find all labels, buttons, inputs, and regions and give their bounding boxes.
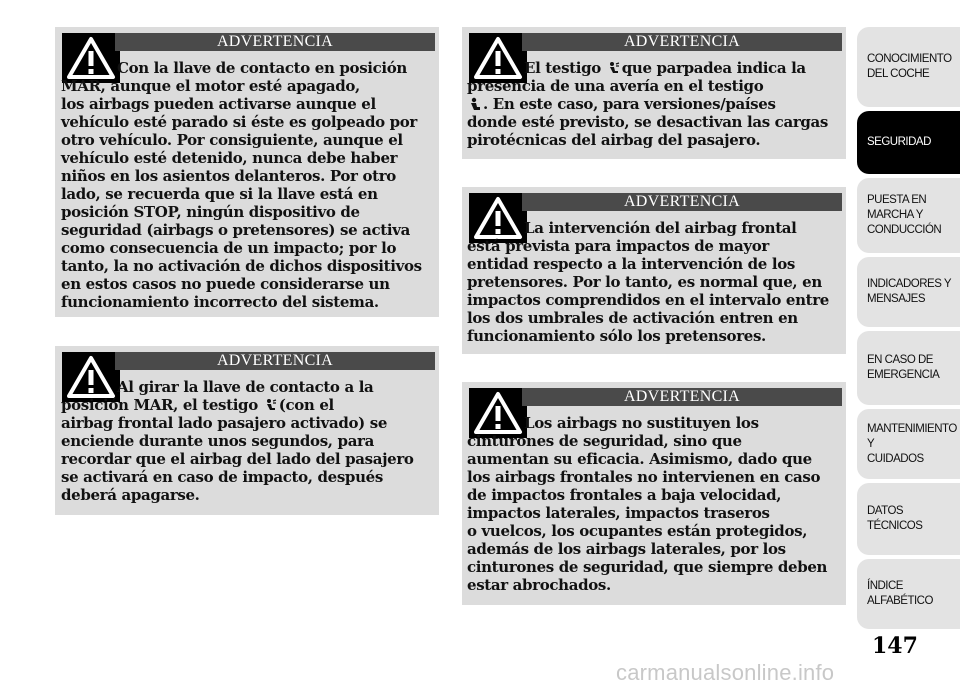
passenger-airbag-icon [607,61,621,75]
warning-box-3 [462,27,846,159]
warning-text-3 [467,59,846,149]
warning-box-5 [462,382,846,605]
sidebar-tab-mantenimiento[interactable]: MANTENIMIENTO Y CUIDADOS [857,409,960,479]
warning-heading: ADVERTENCIA [115,33,435,51]
warning-box-1 [55,27,439,317]
warning-heading: ADVERTENCIA [522,193,842,211]
warning-text-5: Los airbags no sustituyen los cinturones de seguridad, sino que aumentan su eficacia. Asimismo, dado que los airbags frontales no intervienen en caso de impactos frontales a baja velocidad, impactos laterales, impactos traseros o vuelcos, los ocupantes están protegidos, además de los airbags laterales, por los cinturones de seguridad, que siempre deben estar abrochados. [467,414,828,594]
warning-box-4 [462,187,846,354]
sidebar-tab-conocimiento[interactable]: CONOCIMIENTO DEL COCHE [857,27,960,107]
warning-text-4: La intervención del airbag frontal está prevista para impactos de mayor entidad respecto a la intervención de los pretensores. Por lo tanto, es normal que, en impactos comprendidos en el intervalo entre los dos umbrales de activación entren en funcionamiento sólo los pretensores. [467,219,829,345]
page-number: 147 [872,633,918,659]
sidebar-tab-seguridad[interactable]: SEGURIDAD [857,111,960,174]
airbag-fault-icon [468,97,482,111]
warning-heading: ADVERTENCIA [522,33,842,51]
warning-text-1: Con la llave de contacto en posición MAR, aunque el motor esté apagado, los airbags pueden activarse aunque el vehículo esté parado si éste es golpeado por otro vehículo. Por consiguiente, aunque el vehículo esté detenido, nunca debe haber niños en los asientos delanteros. Por otro lado, se recuerda que si la llave está en posición STOP, ningún dispositivo de seguridad (airbags o pretensores) se activa como consecuencia de un impacto; por lo tanto, la no activación de dichos dispositivos en estos casos no puede considerarse un funcionamiento incorrecto del sistema. [61,59,422,311]
sidebar-tab-puesta-en-marcha[interactable]: PUESTA EN MARCHA Y CONDUCCIÓN [857,178,960,253]
warning-text-2-part-a: Al girar la llave de contacto a la posición MAR, el testigo [61,378,374,414]
sidebar-tab-indicadores[interactable]: INDICADORES Y MENSAJES [857,257,960,327]
sidebar-tab-indice[interactable]: ÍNDICE ALFABÉTICO [857,559,960,629]
warning-text-2 [61,378,439,504]
warning-text-3-part-b: que parpadea indica la presencia de una avería en el testigo [467,59,806,95]
passenger-airbag-icon [264,398,278,412]
sidebar-tab-emergencia[interactable]: EN CASO DE EMERGENCIA [857,331,960,405]
warning-heading: ADVERTENCIA [115,352,435,370]
warning-text-3-part-c: . En este caso, para versiones/países donde esté previsto, se desactivan las cargas pirotécnicas del airbag del pasajero. [467,95,828,149]
warning-text-3-part-a: El testigo [524,59,606,77]
sidebar-tab-datos-tecnicos[interactable]: DATOS TÉCNICOS [857,483,960,555]
watermark: carmanualsonline.info [616,660,835,685]
warning-heading: ADVERTENCIA [522,388,842,406]
warning-text-2-part-b: (con el airbag frontal lado pasajero activado) se enciende durante unos segundos, para recordar que el airbag del lado del pasajero se activará en caso de impacto, después deberá apagarse. [61,396,414,504]
warning-box-2 [55,346,439,515]
